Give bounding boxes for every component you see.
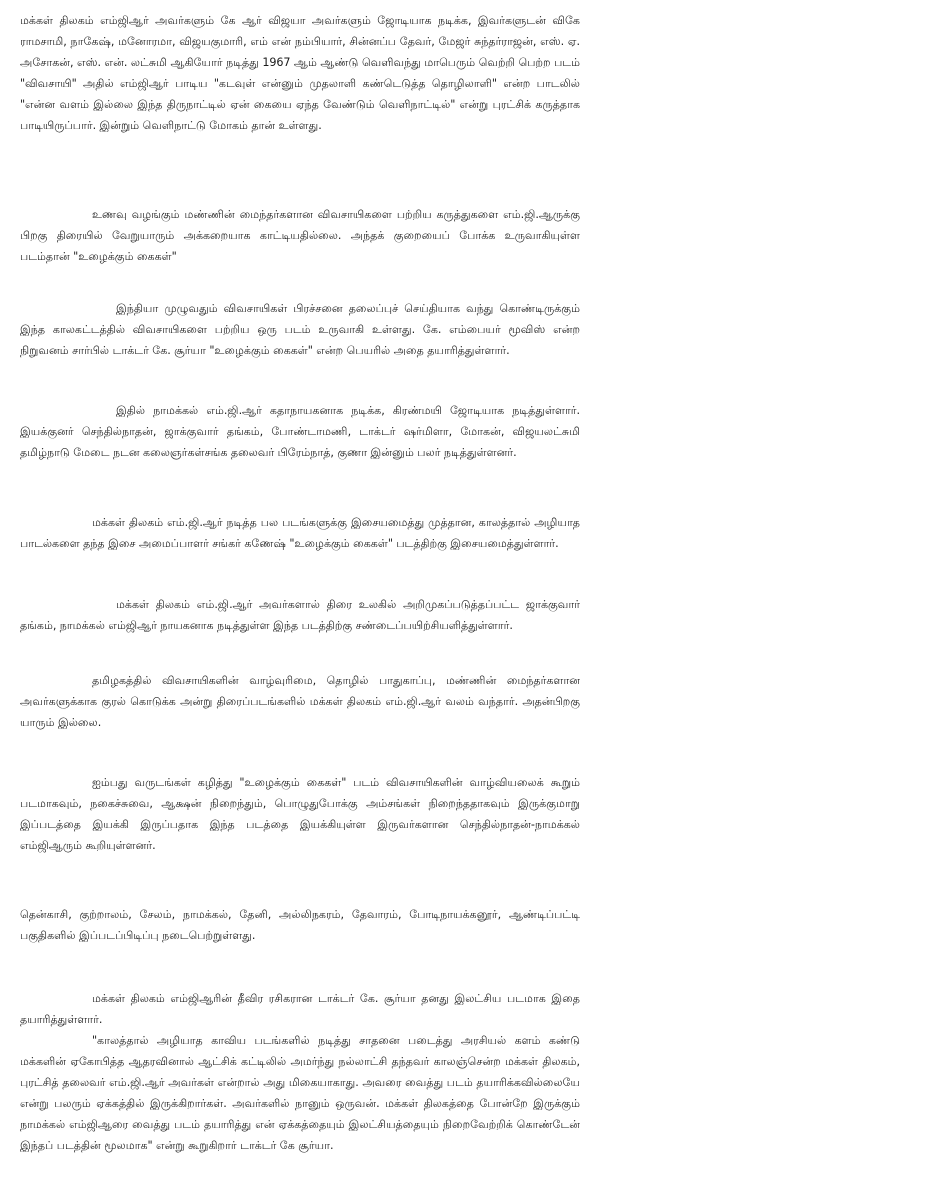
paragraph-stunts: மக்கள் திலகம் எம்.ஜி.ஆர் அவர்களால் திரை உலகில் அறிமுகப்படுத்தப்பட்ட ஜாக்குவார் தங்கம், நாமக்கல் எம்ஜிஆர் நாயகனாக நடித்துள்ள இந்த படத்திற்கு சண்டைப்பயிற்சியளித்துள்ளார். xyxy=(20,598,580,632)
paragraph-locations: தென்காசி, குற்றாலம், சேலம், நாமக்கல், தேனி, அல்லிநகரம், தேவாரம், போடிநாயக்கனூர், ஆண்டிப்பட்டி பகுதிகளில் இப்படப்பிடிப்பு நடைபெற்றுள்ளது. xyxy=(20,908,580,942)
paragraph-producer-quote: "காலத்தால் அழியாத காவிய படங்களில் நடித்து சாதனை படைத்து அரசியல் களம் கண்டு மக்களின் ஏகோபித்த ஆதரவினால் ஆட்சிக் கட்டிலில் அமர்ந்து நல்லாட்சி தந்தவர் காலஞ்சென்ற மக்கள் திலகம், புரட்சித் தலைவர் எம்.ஜி.ஆர் அவர்கள் என்றால் அது மிகையாகாது. அவரை வைத்து படம் தயாரிக்கவில்லையே என்று பலரும் ஏக்கத்தில் இருக்கிறார்கள். அவர்களில் நானும் ஒருவன். மக்கள் திலகத்தை போன்றே இருக்கும் நாமக்கல் எம்ஜிஆரை வைத்து படம் தயாரித்து என் ஏக்கத்தையும் இலட்சியத்தையும் நிறைவேற்றிக் கொண்டேன் இந்தப் படத்தின் மூலமாக" என்று கூறுகிறார் டாக்டர் கே சூர்யா. xyxy=(20,1034,580,1152)
paragraph-farmers-theme: உணவு வழங்கும் மண்ணின் மைந்தர்களான விவசாயிகளை பற்றிய கருத்துகளை எம்.ஜி.ஆருக்கு பிறகு திரையில் வேறுயாரும் அக்கறையாக காட்டியதில்லை. அந்தக் குறையைப் போக்க உருவாகியுள்ள படம்தான் "உழைக்கும் கைகள்" xyxy=(20,208,580,263)
paragraph-cast: இதில் நாமக்கல் எம்.ஜி.ஆர் கதாநாயகனாக நடிக்க, கிரண்மயி ஜோடியாக நடித்துள்ளார். இயக்குனர் செந்தில்நாதன், ஜாக்குவார் தங்கம், போண்டாமணி, டாக்டர் ஷர்மிளா, மோகன், விஜயலட்சுமி தமிழ்நாடு மேடை நடன கலைஞர்கள்சங்க தலைவர் பிரேம்நாத், குணா இன்னும் பலர் நடித்துள்ளனர். xyxy=(20,404,580,459)
paragraph-fifty-years: ஐம்பது வருடங்கள் கழித்து "உழைக்கும் கைகள்" படம் விவசாயிகளின் வாழ்வியலைக் கூறும் படமாகவும், நகைச்சுவை, ஆக்ஷன் நிறைந்தும், பொழுதுபோக்கு அம்சங்கள் நிறைந்ததாகவும் இருக்குமாறு இப்படத்தை இயக்கி இருப்பதாக இந்த படத்தை இயக்கியுள்ள இருவர்களான செந்தில்நாதன்-நாமக்கல் எம்ஜிஆரும் கூறியுள்ளனர். xyxy=(20,776,580,852)
paragraph-film-production: இந்தியா முழுவதும் விவசாயிகள் பிரச்சனை தலைப்புச் செய்தியாக வந்து கொண்டிருக்கும் இந்த காலகட்டத்தில் விவசாயிகளை பற்றிய ஒரு படம் உருவாகி உள்ளது. கே. எம்பையர் மூவிஸ் என்ற நிறுவனம் சார்பில் டாக்டர் கே. சூர்யா "உழைக்கும் கைகள்" என்ற பெயரில் அதை தயாரித்துள்ளார். xyxy=(20,302,580,357)
paragraph-producer: மக்கள் திலகம் எம்ஜிஆரின் தீவிர ரசிகரான டாக்டர் கே. சூர்யா தனது இலட்சிய படமாக இதை தயாரித்துள்ளார். xyxy=(20,992,580,1026)
paragraph-music: மக்கள் திலகம் எம்.ஜி.ஆர் நடித்த பல படங்களுக்கு இசையமைத்து முத்தான, காலத்தால் அழியாத பாடல்களை தந்த இசை அமைப்பாளர் சங்கர் கணேஷ் "உழைக்கும் கைகள்" படத்திற்கு இசையமைத்துள்ளார். xyxy=(20,516,580,550)
paragraph-vivasayi-film: மக்கள் திலகம் எம்ஜிஆர் அவர்களும் கே ஆர் விஜயா அவர்களும் ஜோடியாக நடிக்க, இவர்களுடன் விகே ராமசாமி, நாகேஷ், மனோரமா, விஜயகுமாரி, எம் என் நம்பியார், சின்னப்ப தேவர், மேஜர் சுந்தர்ராஜன், எஸ். ஏ. அசோகன், எஸ். என். லட்சுமி ஆகியோர் நடித்து 1967 ஆம் ஆண்டு வெளிவந்து மாபெரும் வெற்றி பெற்ற படம் "விவசாயி" அதில் எம்ஜிஆர் பாடிய "கடவுள் என்னும் முதலாளி கண்டெடுத்த தொழிலாளி" என்ற பாடலில் "என்ன வளம் இல்லை இந்த திருநாட்டில் ஏன் கையை ஏந்த வேண்டும் வெளிநாட்டில்" என்று புரட்சிக் கருத்தாக பாடியிருப்பார். இன்றும் வெளிநாட்டு மோகம் தான் உள்ளது. xyxy=(20,14,580,132)
paragraph-farmers-rights: தமிழகத்தில் விவசாயிகளின் வாழ்வுரிமை, தொழில் பாதுகாப்பு, மண்ணின் மைந்தர்களான அவர்களுக்காக குரல் கொடுக்க அன்று திரைப்படங்களில் மக்கள் திலகம் எம்.ஜி.ஆர் வலம் வந்தார். அதன்பிறகு யாரும் இல்லை. xyxy=(20,674,580,729)
